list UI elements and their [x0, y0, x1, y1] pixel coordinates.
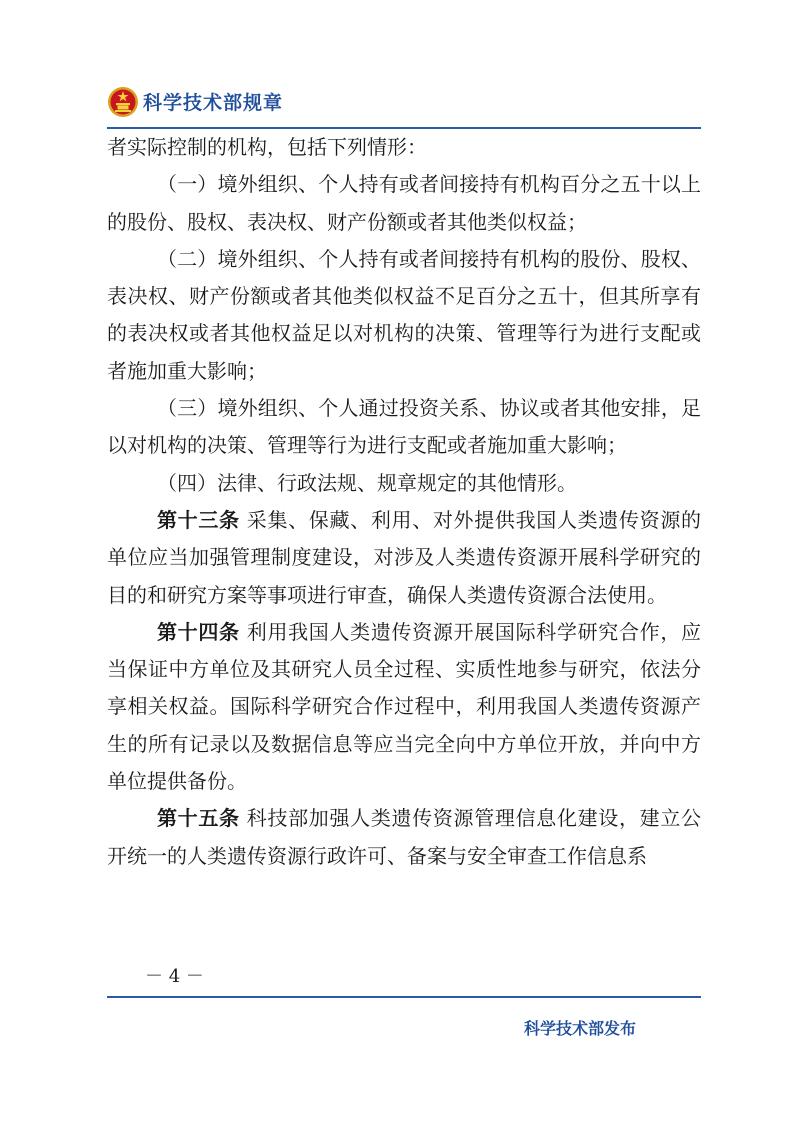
footer-divider: [107, 996, 701, 998]
paragraph-continuation: [107, 129, 701, 166]
article-label: 第十四条: [157, 619, 240, 644]
clause-item-4: [107, 465, 701, 502]
article-label: 第十三条: [157, 507, 240, 532]
article-15: [107, 800, 701, 875]
document-body: [107, 129, 701, 875]
paragraph-text: 科技部加强人类遗传资源管理信息化建设，建立公开统一的人类遗传资源行政许可、备案与安全审查工作信息系: [107, 806, 702, 868]
paragraph-text: （二）境外组织、个人持有或者间接持有机构的股份、股权、表决权、财产份额或者其他类似权益不足百分之五十，但其所享有的表决权或者其他权益足以对机构的决策、管理等行为进行支配或者施加重大影响；: [107, 246, 701, 383]
paragraph-text: 采集、保藏、利用、对外提供我国人类遗传资源的单位应当加强管理制度建设，对涉及人类遗传资源开展科学研究的目的和研究方案等事项进行审查，确保人类遗传资源合法使用。: [107, 507, 702, 607]
paragraph-text: （一）境外组织、个人持有或者间接持有机构百分之五十以上的股份、股权、表决权、财产份额或者其他类似权益；: [107, 172, 701, 234]
paragraph-text: 利用我国人类遗传资源开展国际科学研究合作，应当保证中方单位及其研究人员全过程、实质性地参与研究，依法分享相关权益。国际科学研究合作过程中，利用我国人类遗传资源产生的所有记录以及数据信息等应当完全向中方单位开放，并向中方单位提供备份。: [107, 619, 702, 794]
clause-item-2: [107, 241, 701, 390]
national-emblem-icon: [107, 86, 139, 118]
article-13: [107, 502, 701, 614]
page-number: － 4 －: [145, 966, 204, 987]
paragraph-text: 者实际控制的机构，包括下列情形：: [107, 135, 427, 159]
paragraph-text: （三）境外组织、个人通过投资关系、协议或者其他安排，足以对机构的决策、管理等行为进行支配或者施加重大影响；: [107, 396, 701, 458]
clause-item-1: [107, 166, 701, 241]
header-title: 科学技术部规章: [143, 92, 284, 114]
footer-publisher: 科学技术部发布: [524, 1019, 637, 1038]
article-14: [107, 614, 701, 800]
article-label: 第十五条: [157, 806, 240, 831]
clause-item-3: [107, 390, 701, 465]
page-header: [107, 82, 707, 122]
paragraph-text: （四）法律、行政法规、规章规定的其他情形。: [157, 470, 577, 495]
